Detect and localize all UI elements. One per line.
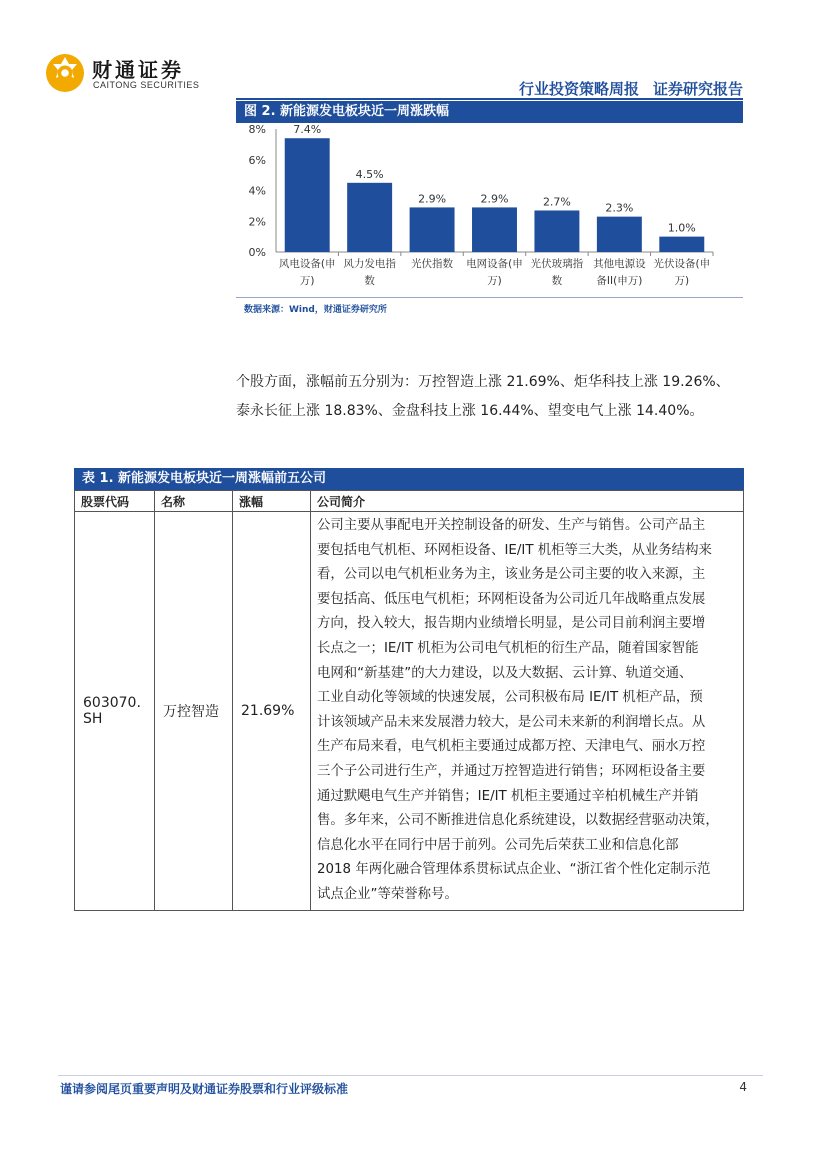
intro-line: 信息化水平在同行中居于前列。公司先后荣获工业和信息化部: [317, 837, 679, 853]
report-type: 行业投资策略周报: [518, 80, 639, 98]
data-label: 2.9%: [480, 192, 509, 206]
x-tick-label: 光伏指数: [411, 258, 454, 270]
x-tick-label: 备II(申万): [596, 275, 643, 287]
x-tick-label: 光伏玻璃指: [530, 258, 584, 270]
brand-name-en: CAITONG SECURITIES: [93, 80, 200, 90]
paragraph-line: 个股方面，涨幅前五分别为：万控智造上涨 21.69%、炬华科技上涨 19.26%、: [236, 374, 730, 390]
footer-disclaimer: 谨请参阅尾页重要声明及财通证券股票和行业评级标准: [60, 1082, 349, 1096]
intro-line: 工业自动化等领域的快速发展，公司积极布局 IE/IT 机柜产品，预: [317, 690, 703, 706]
intro-line: 试点企业”等荣誉称号。: [317, 886, 458, 902]
intro-line: 三个子公司进行生产，并通过万控智造进行销售；环网柜设备主要: [317, 763, 706, 779]
x-tick-label: 数: [551, 275, 563, 287]
footer-divider: [58, 1075, 763, 1076]
bar: [410, 207, 455, 252]
x-tick-label: 光伏设备(申: [653, 258, 711, 270]
bar: [347, 183, 392, 252]
intro-line: 长点之一；IE/IT 机柜为公司电气机柜的衍生产品，随着国家智能: [317, 640, 699, 656]
report-header: [519, 78, 743, 99]
header-change: 涨幅: [233, 491, 311, 512]
intro-line: 通过默飓电气生产并销售；IE/IT 机柜主要通过辛柏机械生产并销: [317, 788, 699, 804]
x-tick-label: 万): [674, 275, 690, 287]
company-intro: [311, 512, 744, 911]
intro-line: 售。多年来，公司不断推进信息化系统建设，以数据经营驱动决策，: [317, 813, 719, 829]
intro-line: 2018 年两化融合管理体系贯标试点企业、“浙江省个性化定制示范: [317, 862, 711, 878]
brand-name-cn: 财通证券: [92, 58, 184, 82]
x-tick-label: 数: [364, 275, 375, 287]
report-category: 证券研究报告: [652, 80, 743, 98]
header-code: 股票代码: [75, 491, 155, 512]
bar: [472, 207, 517, 252]
figure-divider: [236, 297, 743, 298]
data-label: 1.0%: [667, 221, 696, 235]
bar-chart: [236, 123, 743, 298]
intro-line: 看，公司以电气机柜业务为主，该业务是公司主要的收入来源，主: [317, 567, 706, 583]
y-tick-label: 6%: [248, 153, 266, 167]
intro-line: 生产布局来看，电气机柜主要通过成都万控、天津电气、丽水万控: [317, 739, 706, 755]
stock-change: 21.69%: [233, 512, 311, 911]
data-label: 2.9%: [418, 192, 447, 206]
intro-line: 计该领域产品未来发展潜力较大，是公司未来新的利润增长点。从: [317, 714, 706, 730]
data-label: 4.5%: [355, 167, 384, 181]
x-tick-label: 万): [487, 275, 502, 287]
table-row: [75, 512, 744, 911]
x-tick-label: 万): [299, 275, 315, 287]
paragraph-line: 泰永长征上涨 18.83%、金盘科技上涨 16.44%、望变电气上涨 14.40%。: [236, 403, 704, 419]
x-tick-label: 其他电源设: [593, 258, 646, 270]
page-number: 4: [739, 1080, 747, 1094]
data-label: 2.7%: [542, 195, 571, 209]
figure-source: 数据来源：Wind，财通证券研究所: [244, 305, 387, 315]
bar: [597, 217, 642, 252]
header-divider: [236, 98, 743, 100]
bar: [534, 210, 579, 252]
table-header-row: [75, 491, 744, 512]
header-intro: 公司简介: [311, 491, 744, 512]
stock-name: 万控智造: [155, 512, 233, 911]
intro-line: 方向，投入较大，报告期内业绩增长明显，是公司目前利润主要增: [317, 616, 706, 632]
y-tick-label: 4%: [248, 184, 266, 198]
data-label: 7.4%: [293, 123, 322, 137]
y-tick-label: 8%: [248, 123, 266, 136]
top-gainers-table: [74, 490, 744, 911]
table-title: 表 1. 新能源发电板块近一周涨幅前五公司: [74, 468, 744, 490]
bar: [659, 237, 704, 252]
stock-code-line: SH: [83, 710, 103, 727]
y-tick-label: 2%: [248, 215, 266, 229]
caitong-logo-icon: [44, 52, 86, 94]
stock-summary-paragraph: [236, 368, 746, 426]
stock-code: [75, 512, 155, 911]
stock-code-line: 603070.: [83, 694, 141, 711]
figure-title: 图 2. 新能源发电板块近一周涨跌幅: [236, 101, 743, 123]
intro-line: 要包括高、低压电气机柜；环网柜设备为公司近几年战略重点发展: [317, 591, 706, 607]
intro-line: 公司主要从事配电开关控制设备的研发、生产与销售。公司产品主: [317, 518, 706, 533]
x-tick-label: 风电设备(申: [278, 258, 336, 270]
intro-line: 要包括电气机柜、环网柜设备、IE/IT 机柜等三大类，从业务结构来: [317, 542, 712, 558]
bar: [285, 138, 330, 252]
x-tick-label: 电网设备(申: [466, 258, 523, 270]
x-tick-label: 风力发电指: [343, 258, 396, 270]
data-label: 2.3%: [605, 201, 634, 215]
intro-line: 电网和“新基建”的大力建设，以及大数据、云计算、轨道交通、: [317, 665, 693, 681]
header-name: 名称: [155, 491, 233, 512]
y-tick-label: 0%: [248, 246, 266, 259]
